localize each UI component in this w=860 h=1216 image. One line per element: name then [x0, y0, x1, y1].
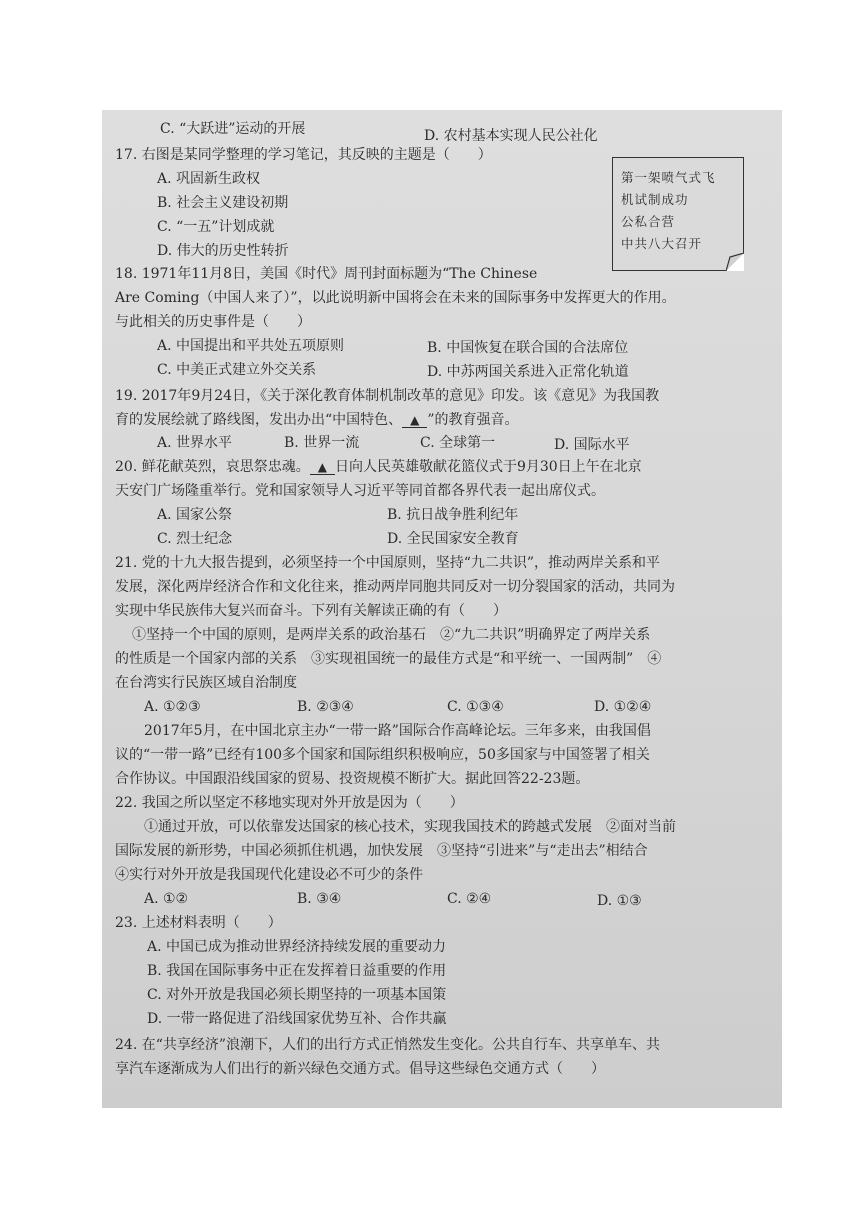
statement: ④实行对外开放是我国现代化建设必不可少的条件	[115, 867, 423, 883]
material-text: 议的“一带一路”已经有100多个国家和国际组织积极响应，50多国家与中国签署了相关	[115, 747, 650, 763]
question-22: 22. 我国之所以坚定不移地实现对外开放是因为（ ）	[115, 795, 464, 811]
option-d: D. ①②④	[594, 699, 652, 715]
option-c: C. 中美正式建立外交关系	[157, 362, 317, 378]
option-b: B. 社会主义建设初期	[157, 195, 289, 211]
note-line: 中共八大召开	[621, 236, 703, 251]
statement: 的性质是一个国家内部的关系 ③实现祖国统一的最佳方式是“和平统一、一国两制” ④	[115, 651, 662, 667]
statement: ①坚持一个中国的原则，是两岸关系的政治基石 ②“九二共识”明确界定了两岸关系	[132, 627, 651, 643]
option-b: B. 中国恢复在联合国的合法席位	[427, 340, 629, 356]
question-21-cont: 发展，深化两岸经济合作和文化往来，推动两岸同胞共同反对一切分裂国家的活动，共同为	[115, 579, 675, 595]
option-c: C. ②④	[447, 891, 492, 907]
text: ”的教育强音。	[427, 412, 519, 428]
study-note-box	[612, 157, 744, 271]
statement: 国际发展的新形势，中国必须抓住机遇，加快发展 ③坚持“引进来”与“走出去”相结合	[115, 843, 648, 859]
material-text: 合作协议。中国跟沿线国家的贸易、投资规模不断扩大。据此回答22-23题。	[115, 771, 590, 787]
option-b: B. 世界一流	[284, 435, 360, 451]
option-a: A. 世界水平	[157, 435, 233, 451]
statement: ①通过开放，可以依靠发达国家的核心技术，实现我国技术的跨越式发展 ②面对当前	[144, 819, 676, 835]
option-a: A. 巩固新生政权	[157, 171, 261, 187]
triangle-mark: ▲	[317, 460, 327, 474]
option-c: C. 对外开放是我国必须长期坚持的一项基本国策	[147, 987, 447, 1003]
text: 20. 鲜花献英烈，哀思祭忠魂。	[115, 459, 310, 475]
text: 育的发展绘就了路线图，发出办出“中国特色、	[115, 412, 403, 428]
question-18-cont: Are Coming（中国人来了）”，以此说明新中国将会在未来的国际事务中发挥更大的作用。	[115, 290, 676, 306]
option-d: D. 全民国家安全教育	[387, 531, 519, 547]
question-20	[115, 458, 642, 476]
question-19-cont	[115, 411, 519, 429]
question-21: 21. 党的十九大报告提到，必须坚持一个中国原则，坚持“九二共识”，推动两岸关系和平	[115, 555, 661, 571]
option-c: C. ①③④	[447, 699, 504, 715]
option-d: D. 伟大的历史性转折	[157, 243, 289, 259]
option-b: B. 抗日战争胜利纪年	[387, 507, 519, 523]
option-c: C. 全球第一	[420, 435, 496, 451]
material-text: 2017年5月，在中国北京主办“一带一路”国际合作高峰论坛。三年多来，由我国倡	[144, 723, 651, 739]
option-d: D. 国际水平	[554, 437, 630, 453]
option-a: A. 中国提出和平共处五项原则	[157, 338, 345, 354]
question-18-cont: 与此相关的历史事件是（ ）	[115, 314, 311, 330]
option-d: D. 一带一路促进了沿线国家优势互补、合作共赢	[147, 1011, 447, 1027]
question-18: 18. 1971年11月8日，美国《时代》周刊封面标题为“The Chinese	[115, 266, 538, 282]
text: 日向人民英雄敬献花篮仪式于9月30日上午在北京	[334, 459, 642, 475]
statement: 在台湾实行民族区域自治制度	[115, 675, 297, 691]
exam-page	[102, 110, 782, 1108]
question-20-cont: 天安门广场隆重举行。党和国家领导人习近平等同首都各界代表一起出席仪式。	[115, 483, 605, 499]
option-a: A. 国家公祭	[157, 507, 233, 523]
note-line: 公私合营	[621, 214, 676, 229]
option-b: B. ②③④	[297, 699, 354, 715]
page-fold-icon	[726, 253, 744, 271]
option-b: B. 我国在国际事务中正在发挥着日益重要的作用	[147, 963, 447, 979]
option-a: A. ①②③	[144, 699, 201, 715]
note-line: 第一架喷气式飞	[621, 170, 716, 185]
option-c: C. “一五”计划成就	[157, 219, 275, 235]
option-a: A. 中国已成为推动世界经济持续发展的重要动力	[147, 939, 447, 955]
option-c: C. “大跃进”运动的开展	[160, 121, 306, 137]
question-17: 17. 右图是某同学整理的学习笔记，其反映的主题是（ ）	[115, 147, 492, 163]
question-19: 19. 2017年9月24日，《关于深化教育体制机制改革的意见》印发。该《意见》为我国教	[115, 388, 660, 404]
blank-triangle	[310, 460, 335, 475]
question-23: 23. 上述材料表明（ ）	[115, 915, 282, 931]
blank-triangle	[402, 413, 427, 428]
triangle-mark: ▲	[410, 413, 420, 427]
option-c: C. 烈士纪念	[157, 531, 233, 547]
option-d: D. 中苏两国关系进入正常化轨道	[427, 364, 629, 380]
question-21-cont: 实现中华民族伟大复兴而奋斗。下列有关解读正确的有（ ）	[115, 603, 507, 619]
option-d: D. ①③	[597, 893, 642, 909]
option-a: A. ①②	[144, 891, 189, 907]
question-24: 24. 在“共享经济”浪潮下，人们的出行方式正悄然发生变化。公共自行车、共享单车、共	[115, 1037, 661, 1053]
option-b: B. ③④	[297, 891, 342, 907]
question-24-cont: 享汽车逐渐成为人们出行的新兴绿色交通方式。倡导这些绿色交通方式（ ）	[115, 1061, 605, 1077]
option-d: D. 农村基本实现人民公社化	[424, 128, 598, 144]
note-line: 机试制成功	[621, 192, 689, 207]
